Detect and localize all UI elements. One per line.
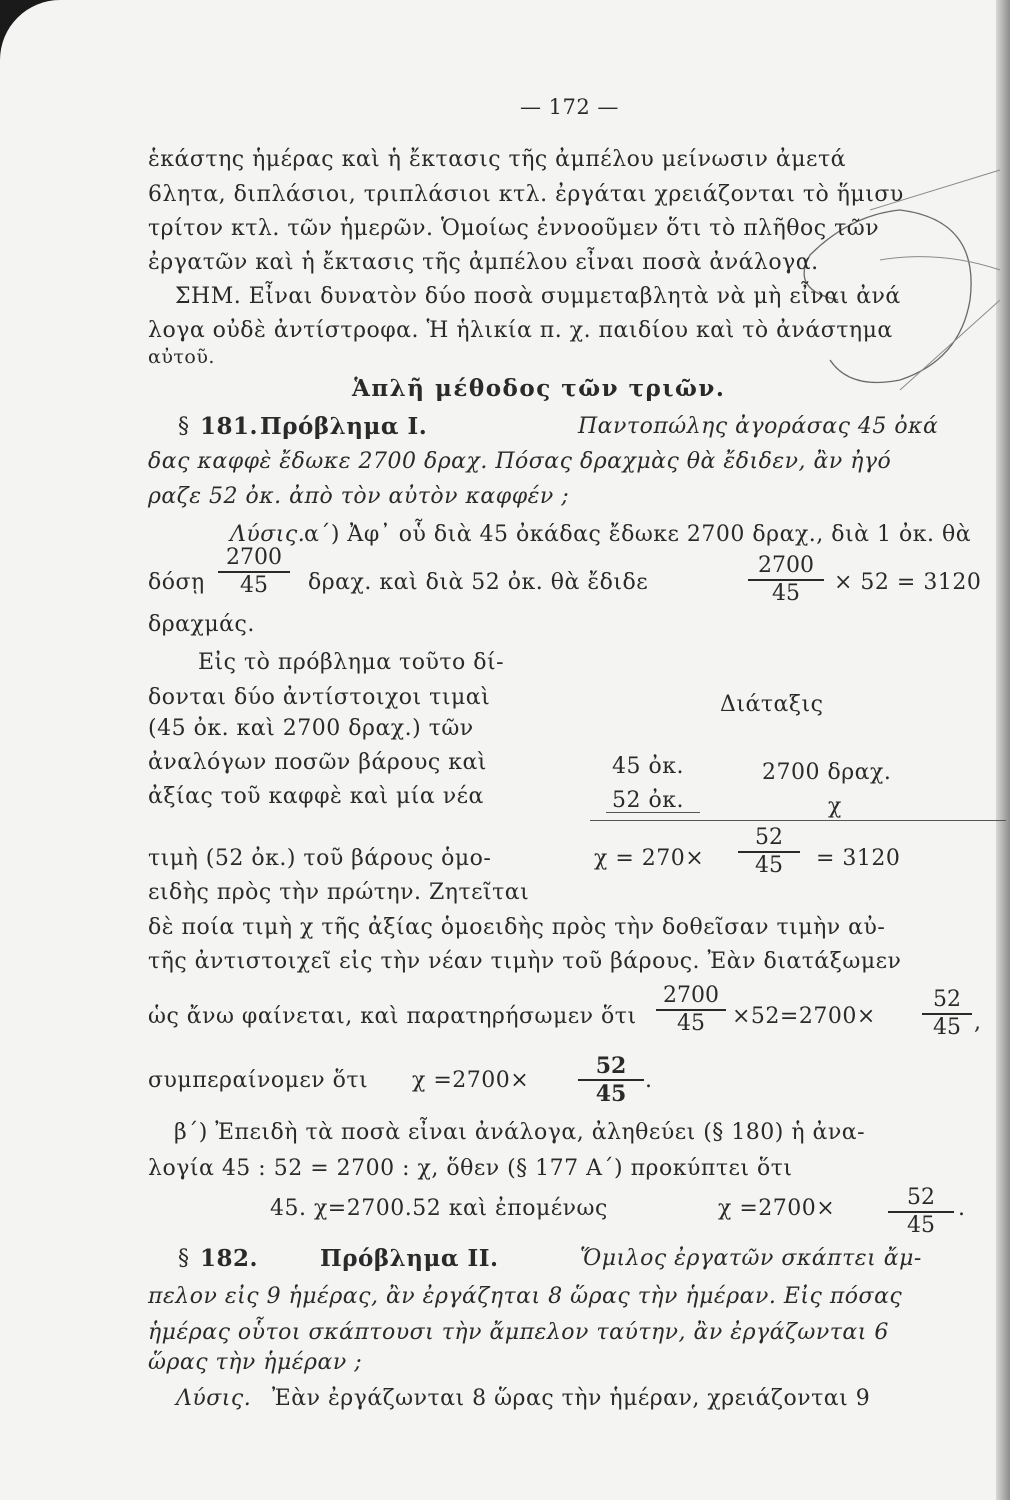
section-sign: § (178, 414, 190, 439)
equation: χ =2700× (718, 1196, 836, 1221)
fraction-denominator: 45 (933, 1015, 961, 1040)
problem-text: Ὅμιλος ἐργατῶν σκάπτει ἄμ- (580, 1246, 922, 1271)
text-line: δονται δύο ἀντίστοιχοι τιμαὶ (148, 685, 491, 710)
problem-text: δας καφφὲ ἔδωκε 2700 δραχ. Πόσας δραχμὰς θὰ ἔδιδεν, ἂν ἠγό (148, 449, 892, 474)
text-line: τρίτον κτλ. τῶν ἡμερῶν. Ὁμοίως ἐννοοῦμεν ὅτι τὸ πλῆθος τῶν (148, 216, 880, 241)
solution-label: Λύσις. (230, 522, 306, 547)
text-line: ΣΗΜ. Εἶναι δυνατὸν δύο ποσὰ συμμεταβλητὰ νὰ μὴ εἶναι ἀνά (175, 284, 901, 309)
equation: ×52=2700× (732, 1004, 876, 1029)
fraction (888, 1186, 954, 1238)
problem-label: Πρόβλημα ΙΙ. (320, 1245, 499, 1272)
fraction (922, 988, 972, 1040)
fraction-numerator: 52 (595, 1053, 627, 1079)
fraction-denominator: 45 (907, 1213, 935, 1238)
equation: χ =2700× (412, 1068, 530, 1093)
text-line: 6λητα, διπλάσιοι, τριπλάσιοι κτλ. ἐργάται χρειάζονται τὸ ἥμισυ (148, 182, 904, 207)
section-sign: § (178, 1246, 190, 1271)
problem-number: 181. (200, 413, 259, 440)
text-line: ἀξίας τοῦ καφφὲ καὶ μία νέα (148, 784, 484, 809)
text-line: β´) Ἐπειδὴ τὰ ποσὰ εἶναι ἀνάλογα, ἀληθεύει (§ 180) ἡ ἀνα- (174, 1120, 866, 1145)
fraction-numerator: 2700 (663, 983, 719, 1008)
problem-text: ραζε 52 ὀκ. ἀπὸ τὸν αὐτὸν καφφέν ; (148, 484, 570, 509)
text-line: Εἰς τὸ πρόβλημα τοῦτο δί- (198, 650, 505, 675)
fraction-numerator: 52 (933, 987, 961, 1012)
problem-number: 182. (200, 1245, 259, 1272)
solution-label: Λύσις. (176, 1386, 252, 1411)
text-line: δραχμάς. (148, 612, 255, 637)
fraction-denominator: 45 (755, 853, 783, 878)
punctuation: . (645, 1068, 653, 1093)
fraction (656, 984, 726, 1036)
arrangement-title: Διάταξις (720, 692, 824, 717)
arrangement-cell: 52 ὀκ. (612, 788, 684, 813)
text-line: λογα οὐδὲ ἀντίστροφα. Ἡ ἡλικία π. χ. παιδίου καὶ τὸ ἀνάστημα (148, 318, 893, 343)
text-line: α´) Ἀφ᾽ οὗ διὰ 45 ὀκάδας ἔδωκε 2700 δραχ., διὰ 1 ὀκ. θὰ (304, 522, 972, 547)
text-line: δόσῃ (148, 570, 205, 595)
arrangement-cell: χ (828, 794, 842, 819)
equation: χ = 270× (594, 846, 705, 871)
fraction-denominator: 45 (772, 581, 800, 606)
text-line: λογία 45 : 52 = 2700 : χ, ὅθεν (§ 177 Α´) προκύπτει ὅτι (148, 1156, 793, 1181)
fraction-numerator: 52 (755, 825, 783, 850)
problem-label: Πρόβλημα Ι. (260, 413, 428, 440)
arrangement-cell: 45 ὀκ. (612, 754, 684, 779)
text-line: × 52 = 3120 (834, 570, 982, 595)
text-line: τῆς ἀντιστοιχεῖ εἰς τὴν νέαν τιμὴν τοῦ βάρους. Ἐὰν διατάξωμεν (148, 949, 902, 974)
fraction-numerator: 2700 (226, 545, 282, 570)
text-line: συμπεραίνομεν ὅτι (148, 1068, 369, 1093)
text-line: ειδὴς πρὸς τὴν πρώτην. Ζητεῖται (148, 880, 530, 905)
fraction-numerator: 52 (907, 1185, 935, 1210)
problem-text: πελον εἰς 9 ἡμέρας, ἂν ἐργάζηται 8 ὥρας τὴν ἡμέραν. Εἰς πόσας (148, 1284, 903, 1309)
text-line: δραχ. καὶ διὰ 52 ὀκ. θὰ ἔδιδε (308, 570, 649, 595)
punctuation: . (958, 1196, 966, 1221)
arrangement-underline (606, 812, 700, 813)
equation: = 3120 (816, 846, 901, 871)
problem-text: Παντοπώλης ἀγοράσας 45 ὀκά (578, 414, 939, 439)
problem-text: ἡμέρας οὗτοι σκάπτουσι τὴν ἄμπελον ταύτην, ἂν ἐργάζωνται 6 (148, 1320, 889, 1345)
fraction (578, 1054, 644, 1106)
arrangement-cell: 2700 δραχ. (762, 760, 892, 785)
section-title: Ἁπλῆ μέθοδος τῶν τριῶν. (352, 375, 726, 402)
text-line: Ἐὰν ἐργάζωνται 8 ὥρας τὴν ἡμέραν, χρειάζονται 9 (272, 1386, 871, 1411)
text-line: τιμὴ (52 ὀκ.) τοῦ βάρους ὁμο- (148, 846, 492, 871)
text-line: (45 ὀκ. καὶ 2700 δραχ.) τῶν (148, 716, 474, 741)
text-line: ἀναλόγων ποσῶν βάρους καὶ (148, 750, 487, 775)
fraction-denominator: 45 (240, 573, 268, 598)
fraction (738, 826, 800, 878)
text-line: ἑκάστης ἡμέρας καὶ ἡ ἔκτασις τῆς ἀμπέλου μείνωσιν ἀμετά (148, 147, 846, 172)
equation: 45. χ=2700.52 καὶ ἐπομένως (270, 1196, 608, 1221)
punctuation: , (974, 1010, 982, 1035)
arrangement-rule (590, 820, 1006, 821)
fraction (748, 554, 824, 606)
fraction-numerator: 2700 (758, 553, 814, 578)
text-line: δὲ ποία τιμὴ χ τῆς ἀξίας ὁμοειδὴς πρὸς τὴν δοθεῖσαν τιμὴν αὐ- (148, 915, 886, 940)
page-number: — 172 — (520, 95, 619, 119)
fraction-denominator: 45 (595, 1081, 627, 1107)
fraction-denominator: 45 (677, 1011, 705, 1036)
fraction (218, 546, 290, 598)
text-line: ὡς ἄνω φαίνεται, καὶ παρατηρήσωμεν ὅτι (148, 1004, 637, 1029)
text-line: αὐτοῦ. (148, 346, 215, 368)
text-line: ἐργατῶν καὶ ἡ ἔκτασις τῆς ἀμπέλου εἶναι ποσὰ ἀνάλογα. (148, 250, 819, 275)
problem-text: ὥρας τὴν ἡμέραν ; (148, 1350, 363, 1375)
